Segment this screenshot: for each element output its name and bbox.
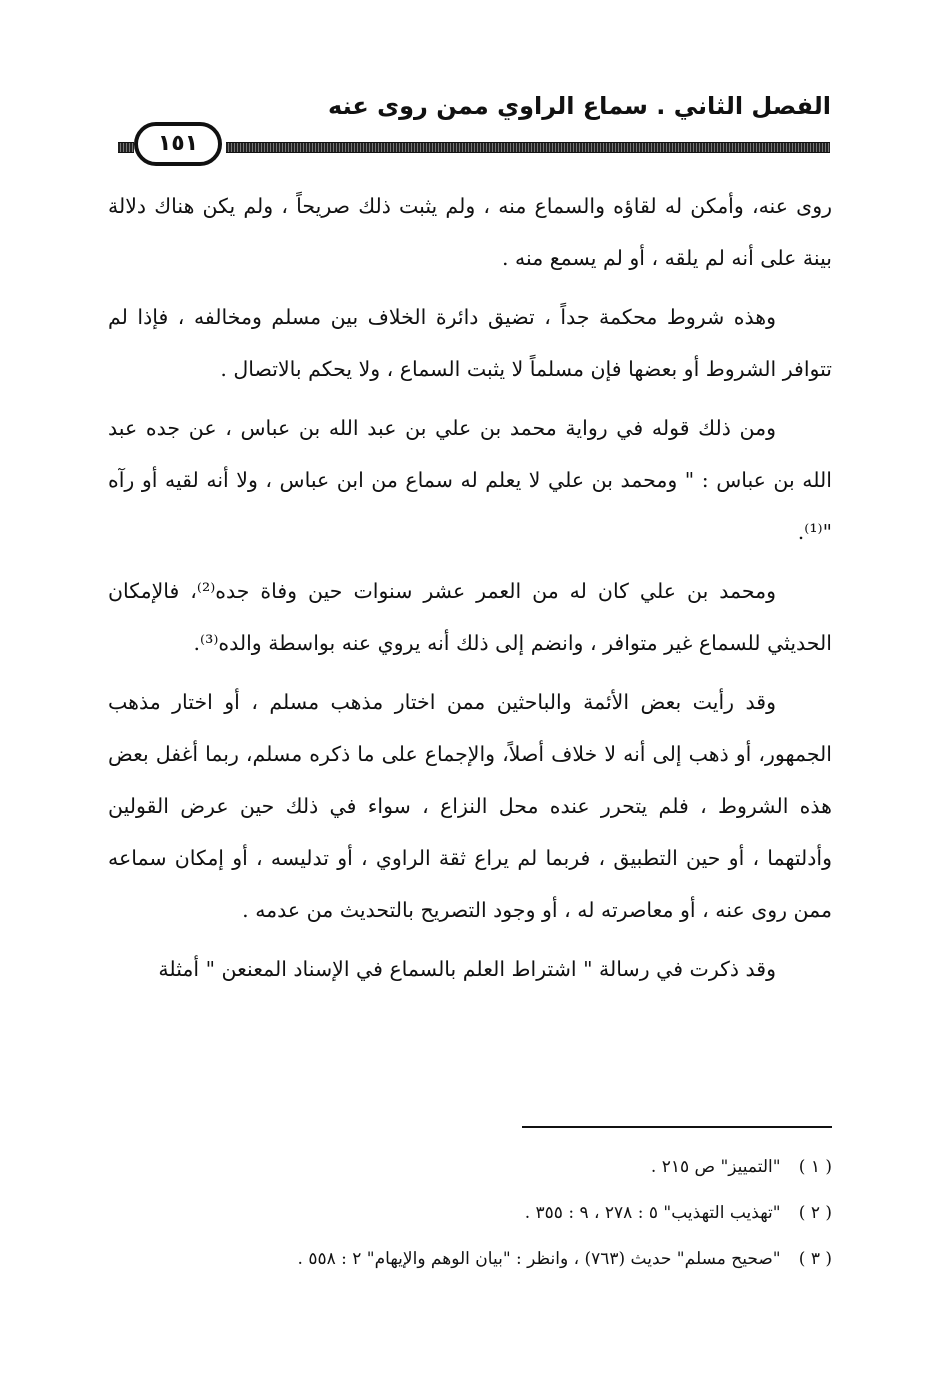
paragraph-4: ومحمد بن علي كان له من العمر عشر سنوات حين وفاة جده⁽²⁾، فالإمكان الحديثي للسماع غير متوافر ، وانضم إلى ذلك أنه يروي عنه بواسطة والده⁽³⁾. (108, 579, 832, 655)
paragraph-3: ومن ذلك قوله في رواية محمد بن علي بن عبد الله بن عباس ، عن جده عبد الله بن عباس : " ومحمد بن علي لا يعلم له سماع من ابن عباس ، ولا أنه لقيه أو رآه "⁽¹⁾. (108, 416, 832, 544)
paragraph-2: وهذه شروط محكمة جداً ، تضيق دائرة الخلاف بين مسلم ومخالفه ، فإذا لم تتوافر الشروط أو بعضها فإن مسلماً لا يثبت السماع ، ولا يحكم بالاتصال . (108, 305, 832, 381)
footnote-separator (522, 1126, 832, 1128)
page-number-badge (134, 122, 222, 166)
footnote-text: "تهذيب التهذيب" ٥ : ٢٧٨ ، ٩ : ٣٥٥ . (524, 1203, 781, 1223)
footnote-number: ( ٣ ) (798, 1249, 832, 1269)
page-number: ١٥١ (157, 131, 199, 156)
footnote-text: "صحيح مسلم" حديث (٧٦٣) ، وانظر : "بيان الوهم والإيهام" ٢ : ٥٥٨ . (297, 1249, 781, 1269)
footnote-text: "التمييز" ص ٢١٥ . (650, 1157, 781, 1177)
footnote-number: ( ١ ) (798, 1157, 832, 1177)
paragraph-1: روى عنه، وأمكن له لقاؤه والسماع منه ، ولم يثبت ذلك صريحاً ، ولم يكن هناك دلالة بينة على أنه لم يلقه ، أو لم يسمع منه . (108, 194, 832, 270)
footnotes (200, 1147, 832, 1285)
footnote-1 (200, 1147, 832, 1193)
paragraph-5: وقد رأيت بعض الأئمة والباحثين ممن اختار مذهب مسلم ، أو اختار مذهب الجمهور، أو ذهب إلى أنه لا خلاف أصلاً، والإجماع على ما ذكره مسلم، ربما أغفل بعض هذه الشروط ، فلم يتحرر عنده محل النزاع ، سواء في ذلك حين عرض القولين وأدلتهما ، أو حين التطبيق ، فربما لم يراع ثقة الراوي ، أو تدليسه ، أو إمكان سماعه ممن روى عنه ، أو معاصرته له ، أو وجود التصريح بالتحديث من عدمه . (108, 690, 832, 922)
footnote-number: ( ٢ ) (798, 1203, 832, 1223)
footnote-2 (200, 1193, 832, 1239)
paragraph-6: وقد ذكرت في رسالة " اشتراط العلم بالسماع في الإسناد المعنعن " أمثلة (158, 957, 776, 981)
running-title: الفصل الثاني . سماع الراوي ممن روى عنه (328, 92, 831, 120)
header-rule-right (226, 142, 830, 153)
header-rule-left (118, 142, 134, 153)
footnote-3 (200, 1239, 832, 1285)
body-text (108, 180, 832, 1002)
